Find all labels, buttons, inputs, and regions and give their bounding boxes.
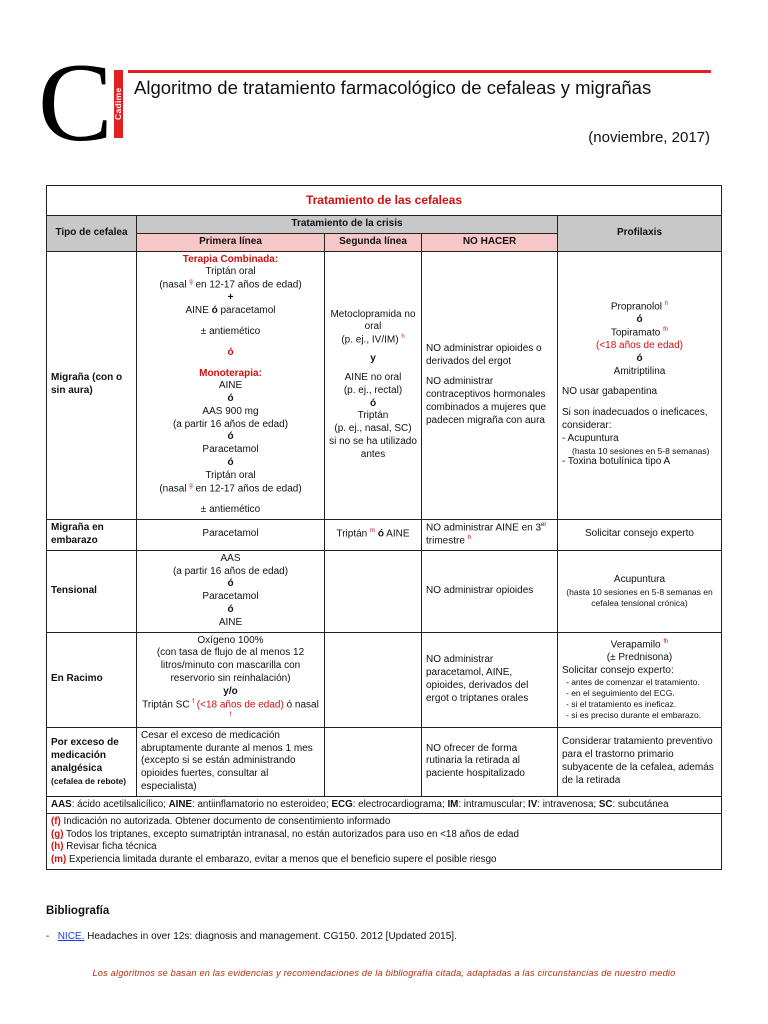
tensional-profilaxis: Acupuntura (hasta 10 sesiones en 5-8 semanas en cefalea tensional crónica): [558, 550, 722, 632]
exceso-primera-linea: Cesar el exceso de medicación abruptamente durante al menos 1 mes (excepto si se están administrando opioides fuertes, consultar al especialista): [137, 727, 325, 796]
cadime-logo-word: Cadime: [113, 87, 123, 121]
racimo-segunda-linea: [325, 632, 422, 727]
row-label-exceso: Por exceso de medicación analgésica (cefalea de rebote): [47, 727, 137, 796]
tensional-primera-linea: AAS (a partir 16 años de edad) ó Paracetamol ó AINE: [137, 550, 325, 632]
header-rule: [128, 70, 711, 73]
row-tensional: [47, 550, 722, 632]
note-h: (h) Revisar ficha técnica: [51, 841, 157, 853]
nice-link[interactable]: NICE.: [57, 931, 85, 942]
migrana-primera-linea: Terapia Combinada: Triptán oral (nasal $^g$ en 12-17 años de edad) + AINE ó paracetamol ± antiemético ó Monoterapia: AINE ó AAS 900 mg (a partir 16 años de edad) ó Paracetamol ó Triptán oral (nasal $^g$ en 12-17 años de edad) ± antiemético: [137, 251, 325, 519]
footer-disclaimer: Los algoritmos se basan en las evidencias y recomendaciones de la bibliografía citada, adaptadas a las circunstancias de nuestro medio: [92, 968, 676, 978]
row-label-tensional: Tensional: [47, 550, 137, 632]
note-m: (m) Experiencia limitada durante el embarazo, evitar a menos que el beneficio supere el posible riesgo: [51, 853, 497, 865]
migrana-segunda-linea: Metoclopramida no oral (p. ej., IV/IM) $^h$ y AINE no oral (p. ej., rectal) ó Triptán (p. ej., nasal, SC) si no se ha utilizado antes: [325, 251, 422, 519]
exceso-segunda-linea: [325, 727, 422, 796]
document-title: Algoritmo de tratamiento farmacológico de cefaleas y migrañas: [134, 77, 652, 98]
footnotes: [47, 814, 722, 869]
header-primera: Primera línea: [137, 233, 325, 251]
racimo-no-hacer: NO administrar paracetamol, AINE, opioides, derivados del ergot o triptanes orales: [422, 632, 558, 727]
exceso-profilaxis: Considerar tratamiento preventivo para el trastorno primario subyacente de la cefalea, además de la retirada: [558, 727, 722, 796]
treatment-table: [46, 185, 722, 870]
note-f: (f) Indicación no autorizada. Obtener documento de consentimiento informado: [51, 816, 391, 828]
document-date: (noviembre, 2017): [588, 129, 710, 146]
row-migrana: [47, 251, 722, 519]
embarazo-profilaxis: Solicitar consejo experto: [558, 519, 722, 550]
note-g: (g) Todos los triptanes, excepto sumatriptán intranasal, no están autorizados para uso en <18 años de edad: [51, 828, 519, 840]
bibliography-heading: Bibliografía: [46, 905, 110, 917]
migrana-no-hacer: NO administrar opioides o derivados del ergot NO administrar contraceptivos hormonales combinados a mujeres que padecen migraña con aura: [422, 251, 558, 519]
embarazo-segunda-linea: Triptán $^m$ ó AINE: [325, 519, 422, 550]
row-exceso: [47, 727, 722, 796]
row-label-embarazo: Migraña en embarazo: [47, 519, 137, 550]
header-segunda: Segunda línea: [325, 233, 422, 251]
racimo-primera-linea: Oxígeno 100% (con tasa de flujo de al menos 12 litros/minuto con mascarilla con reservorio sin reinhalación) y/o Triptán SC $^f$ (<18 años de edad) ó nasal $^f$: [137, 632, 325, 727]
bibliography-item: - NICE. Headaches in over 12s: diagnosis and management. CG150. 2012 [Updated 2015].: [46, 931, 457, 942]
tensional-segunda-linea: [325, 550, 422, 632]
header-no-hacer: NO HACER: [422, 233, 558, 251]
header-tipo: Tipo de cefalea: [47, 216, 137, 252]
migrana-profilaxis: Propranolol $^h$ ó Topiramato $^{fh}$ (<18 años de edad) ó Amitriptilina NO usar gabapentina Si son inadecuados o ineficaces, considerar: - Acupuntura (hasta 10 sesiones en 5-8 semanas) - Toxina botulínica tipo A: [558, 251, 722, 519]
exceso-no-hacer: NO ofrecer de forma rutinaria la retirada al paciente hospitalizado: [422, 727, 558, 796]
row-racimo: [47, 632, 722, 727]
header-profilaxis: Profilaxis: [558, 216, 722, 252]
racimo-profilaxis: Verapamilo $^{fh}$ (± Prednisona) Solicitar consejo experto: - antes de comenzar el tratamiento. - en el seguimiento del ECG. - si el tratamiento es ineficaz. - si es preciso durante el embarazo.: [558, 632, 722, 727]
row-embarazo: [47, 519, 722, 550]
embarazo-no-hacer: NO administrar AINE en 3er trimestre $^h$: [422, 519, 558, 550]
abbreviations: AAS: ácido acetilsalicílico; AINE: antiinflamatorio no esteroideo; ECG: electrocardiograma; IM: intramuscular; IV: intravenosa; SC: subcutánea: [47, 796, 722, 814]
embarazo-primera-linea: Paracetamol: [137, 519, 325, 550]
header-crisis: Tratamiento de la crisis: [137, 216, 558, 234]
table-title: Tratamiento de las cefaleas: [47, 186, 722, 216]
row-label-racimo: En Racimo: [47, 632, 137, 727]
tensional-no-hacer: NO administrar opioides: [422, 550, 558, 632]
row-label-migrana: Migraña (con o sin aura): [47, 251, 137, 519]
cadime-logo-letter: C: [38, 41, 113, 165]
